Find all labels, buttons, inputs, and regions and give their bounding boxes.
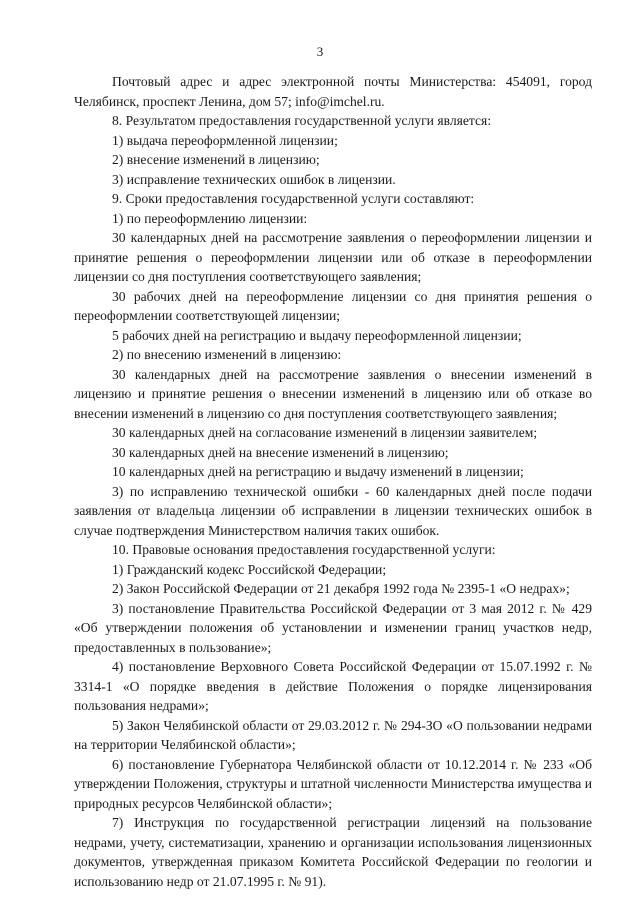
list-item: 2) Закон Российской Федерации от 21 декабря 1992 года № 2395-1 «О недрах»; <box>112 581 570 596</box>
paragraph-postal-address: Почтовый адрес и адрес электронной почты Министерства: 454091, город Челябинск, проспект Ленина, дом 57; info@imchel.ru. <box>74 74 592 109</box>
paragraph-section-10-heading: 10. Правовые основания предоставления государственной услуги: <box>112 542 496 557</box>
list-item: 6) постановление Губернатора Челябинской области от 10.12.2014 г. № 233 «Об утверждении Положения, структуры и штатной численности Министерства имущества и природных ресурсов Челябинской области»; <box>74 756 592 811</box>
list-item: 3) по исправлению технической ошибки - 60 календарных дней после подачи заявления от владельца лицензии об исправлении в лицензии технических ошибок в случае подтверждения Министерством наличия таких ошибок. <box>74 483 592 538</box>
page-number: 3 <box>316 44 324 59</box>
list-item: 1) выдача переоформленной лицензии; <box>112 132 338 148</box>
paragraph: 5 рабочих дней на регистрацию и выдачу переоформленной лицензии; <box>112 327 522 343</box>
list-item: 1) по переоформлению лицензии: <box>112 210 308 226</box>
list-item: 3) постановление Правительства Российской Федерации от 3 мая 2012 г. № 429 «Об утверждении положения об установлении и изменении границ участков недр, предоставленных в пользование»; <box>74 600 592 655</box>
paragraph: 10 календарных дней на регистрацию и выдачу изменений в лицензии; <box>112 464 524 479</box>
paragraph: 30 календарных дней на внесение изменений в лицензию; <box>112 444 449 460</box>
document-body <box>74 72 592 891</box>
paragraph: 30 календарных дней на рассмотрение заявления о переоформлении лицензии и принятие решения о переоформлении лицензии или об отказе в переоформлении лицензии со дня поступления соответствующего заявления; <box>74 230 592 284</box>
list-item: 1) Гражданский кодекс Российской Федерации; <box>112 561 387 577</box>
paragraph: 30 календарных дней на рассмотрение заявления о внесении изменений в лицензию и принятие решения о внесении изменений в лицензию или об отказе во внесении изменений в лицензию со дня поступления соответствующего заявления; <box>74 366 592 421</box>
list-item: 5) Закон Челябинской области от 29.03.2012 г. № 294-ЗО «О пользовании недрами на территории Челябинской области»; <box>74 717 592 752</box>
paragraph-section-9-heading: 9. Сроки предоставления государственной услуги составляют: <box>112 191 475 206</box>
list-item: 3) исправление технических ошибок в лицензии. <box>112 171 396 187</box>
list-item: 4) постановление Верховного Совета Российской Федерации от 15.07.1992 г. № 3314-1 «О порядке введения в действие Положения о порядке лицензирования пользования недрами»; <box>74 659 592 713</box>
paragraph: 30 рабочих дней на переоформление лицензии со дня принятия решения о переоформлении соответствующей лицензии; <box>74 288 592 323</box>
list-item: 2) внесение изменений в лицензию; <box>112 152 320 167</box>
list-item: 7) Инструкция по государственной регистрации лицензий на пользование недрами, учету, систематизации, хранению и организации использования лицензионных документов, утвержденная приказом Комитета Российской Федерации по геологии и использованию недр от 21.07.1995 г. № 91). <box>74 815 592 889</box>
list-item: 2) по внесению изменений в лицензию: <box>112 347 342 362</box>
paragraph: 30 календарных дней на согласование изменений в лицензии заявителем; <box>112 425 538 440</box>
paragraph-section-8-heading: 8. Результатом предоставления государственной услуги является: <box>112 113 492 128</box>
